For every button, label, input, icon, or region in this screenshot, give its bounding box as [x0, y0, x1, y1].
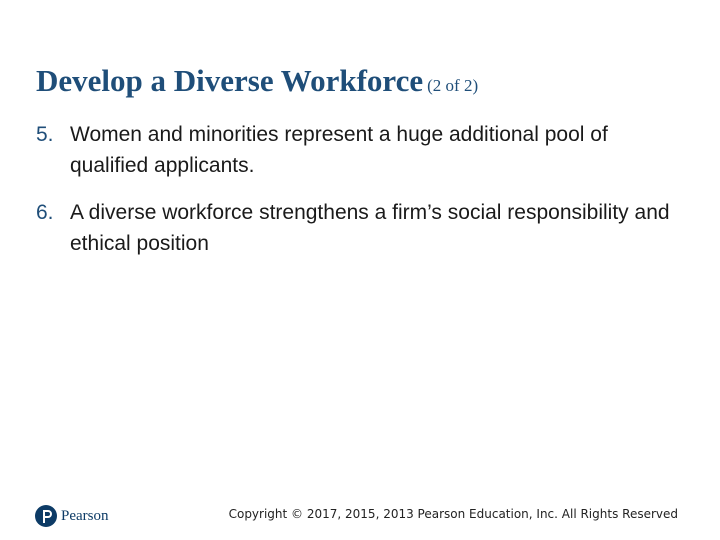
list-item: [36, 197, 686, 259]
list-item: [36, 119, 686, 181]
bullet-list: [36, 119, 686, 275]
pearson-logo: [35, 505, 109, 527]
pearson-wordmark: Pearson: [61, 507, 109, 524]
slide-title-text: Develop a Diverse Workforce: [36, 63, 424, 98]
pearson-p-icon: [35, 505, 57, 527]
slide-title-suffix: (2 of 2): [427, 76, 479, 95]
list-item-text: A diverse workforce strengthens a firm’s social responsibility and ethical position: [70, 201, 670, 255]
list-item-number: 5.: [36, 123, 54, 146]
list-item-text: Women and minorities represent a huge additional pool of qualified applicants.: [70, 123, 608, 177]
list-item-number: 6.: [36, 201, 54, 224]
slide-title: [36, 62, 478, 99]
copyright-notice: Copyright © 2017, 2015, 2013 Pearson Education, Inc. All Rights Reserved: [228, 507, 678, 521]
